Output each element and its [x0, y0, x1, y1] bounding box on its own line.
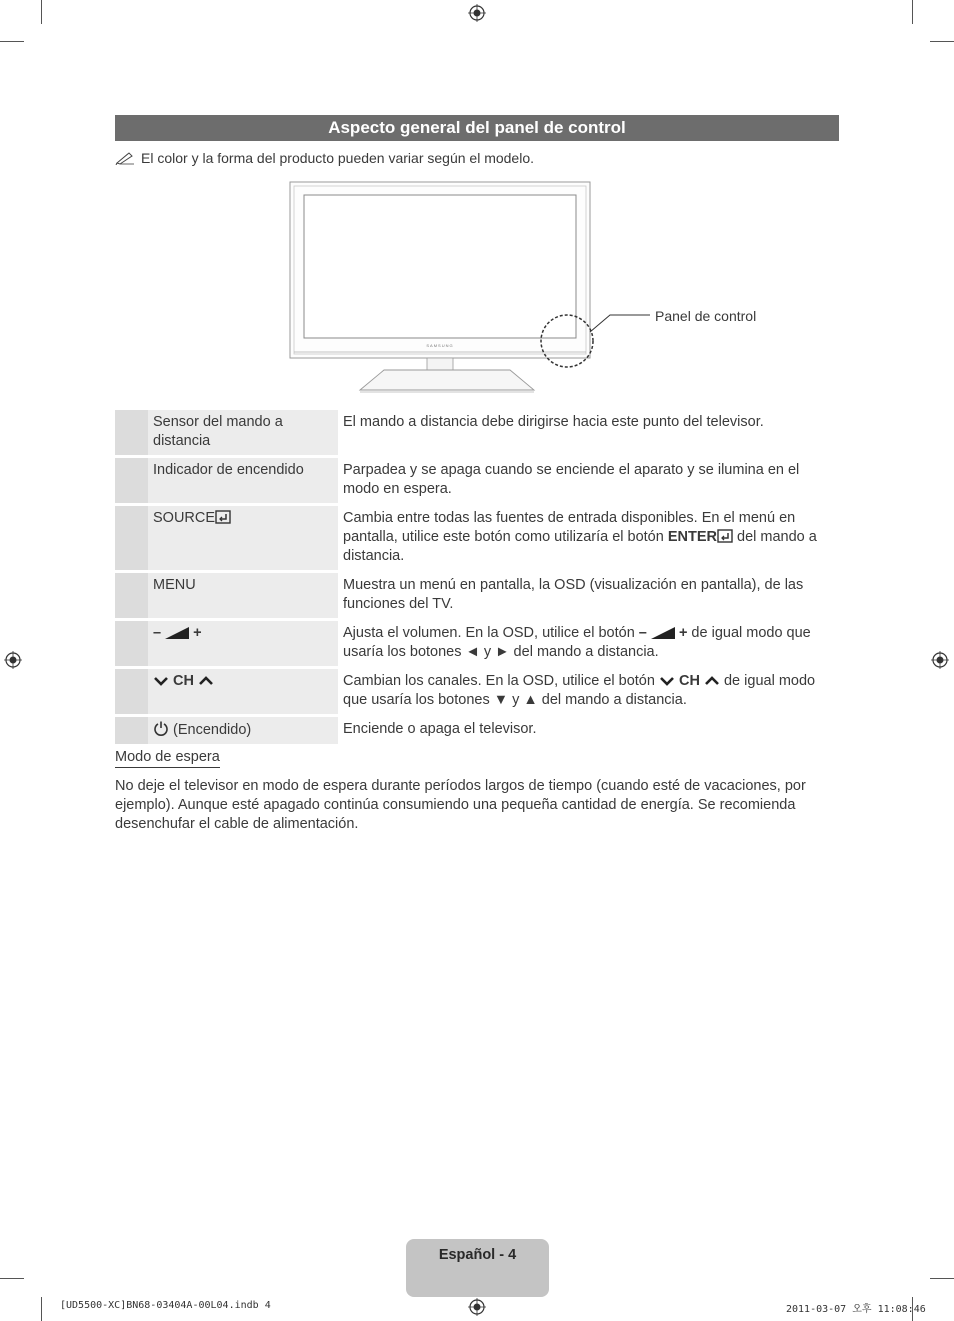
crop-mark [41, 0, 42, 24]
pencil-note-icon [115, 151, 135, 165]
table-row [115, 572, 839, 620]
row-marker [115, 457, 148, 505]
ch-label: CH [678, 673, 700, 689]
row-marker [115, 716, 148, 746]
source-label: SOURCE [153, 510, 216, 526]
control-name [148, 505, 338, 572]
registration-mark-icon [468, 1298, 486, 1316]
control-name [148, 716, 338, 746]
control-name: MENU [148, 572, 338, 620]
note [115, 150, 534, 166]
enter-label: ENTER [667, 529, 717, 545]
crop-mark [0, 41, 24, 42]
chevron-down-icon [659, 675, 675, 687]
volume-minus: – [153, 625, 162, 641]
control-name: Sensor del mando a distancia [148, 410, 338, 457]
tv-illustration [288, 180, 768, 396]
chevron-up-icon [704, 675, 720, 687]
note-text: El color y la forma del producto pueden variar según el modelo. [141, 150, 534, 166]
description-text: de igual modo que usaría los botones ◄ y ► del mando a distancia. [343, 625, 811, 660]
control-name [148, 620, 338, 668]
crop-mark [912, 0, 913, 24]
file-info: [UD5500-XC]BN68-03404A-00L04.indb 4 [60, 1300, 271, 1311]
volume-minus: – [638, 625, 647, 641]
row-marker [115, 668, 148, 716]
registration-mark-icon [4, 651, 22, 669]
control-name: Indicador de encendido [148, 457, 338, 505]
control-description [338, 620, 839, 668]
table-row [115, 410, 839, 457]
page-number-tab [406, 1239, 549, 1297]
control-description: Parpadea y se apaga cuando se enciende el aparato y se ilumina en el modo en espera. [338, 457, 839, 505]
print-timestamp: 2011-03-07 오후 11:08:46 [786, 1304, 926, 1315]
crop-mark [0, 1278, 24, 1279]
control-description [338, 668, 839, 716]
callout-label: Panel de control [655, 308, 757, 324]
row-marker [115, 505, 148, 572]
crop-mark [41, 1297, 42, 1321]
page-label: Español - 4 [438, 1247, 517, 1263]
power-icon [153, 720, 169, 736]
description-text: Cambia entre todas las fuentes de entrada disponibles. En el menú en pantalla, utilice este botón como utilizaría el botón [343, 510, 796, 545]
crop-mark [930, 41, 954, 42]
description-text: Ajusta el volumen. En la OSD, utilice el botón [343, 625, 639, 641]
table-row [115, 716, 839, 746]
volume-plus: + [678, 625, 688, 641]
enter-icon [215, 510, 231, 524]
standby-heading: Modo de espera [115, 749, 220, 768]
table-row [115, 668, 839, 716]
chevron-up-icon [198, 675, 214, 687]
row-marker [115, 620, 148, 668]
registration-mark-icon [468, 4, 486, 22]
brand-logo: SAMSUNG [426, 343, 454, 348]
description-text: del mando a distancia. [343, 529, 817, 564]
table-row [115, 620, 839, 668]
registration-mark-icon [931, 651, 949, 669]
chevron-down-icon [153, 675, 169, 687]
enter-icon [717, 529, 733, 543]
power-label: (Encendido) [173, 722, 252, 738]
control-description: El mando a distancia debe dirigirse hacia este punto del televisor. [338, 410, 839, 457]
crop-mark [930, 1278, 954, 1279]
row-marker [115, 410, 148, 457]
table-row [115, 457, 839, 505]
control-description [338, 505, 839, 572]
standby-paragraph: No deje el televisor en modo de espera durante períodos largos de tiempo (cuando esté de vacaciones, por ejemplo). Aunque esté apagado continúa consumiendo una pequeña cantidad de energía. Se recomienda desenchufar el cable de alimentación. [115, 778, 806, 832]
ch-label: CH [173, 673, 194, 689]
description-text: Cambian los canales. En la OSD, utilice el botón [343, 673, 659, 689]
control-description: Enciende o apaga el televisor. [338, 716, 839, 746]
section-title: Aspecto general del panel de control [115, 115, 839, 141]
volume-icon [165, 627, 189, 639]
control-name [148, 668, 338, 716]
control-description: Muestra un menú en pantalla, la OSD (visualización en pantalla), de las funciones del TV. [338, 572, 839, 620]
table-row [115, 505, 839, 572]
volume-plus: + [193, 625, 202, 641]
row-marker [115, 572, 148, 620]
description-text: de igual modo que usaría los botones ▼ y ▲ del mando a distancia. [343, 673, 816, 708]
volume-icon [651, 627, 675, 639]
control-panel-table [115, 410, 839, 747]
